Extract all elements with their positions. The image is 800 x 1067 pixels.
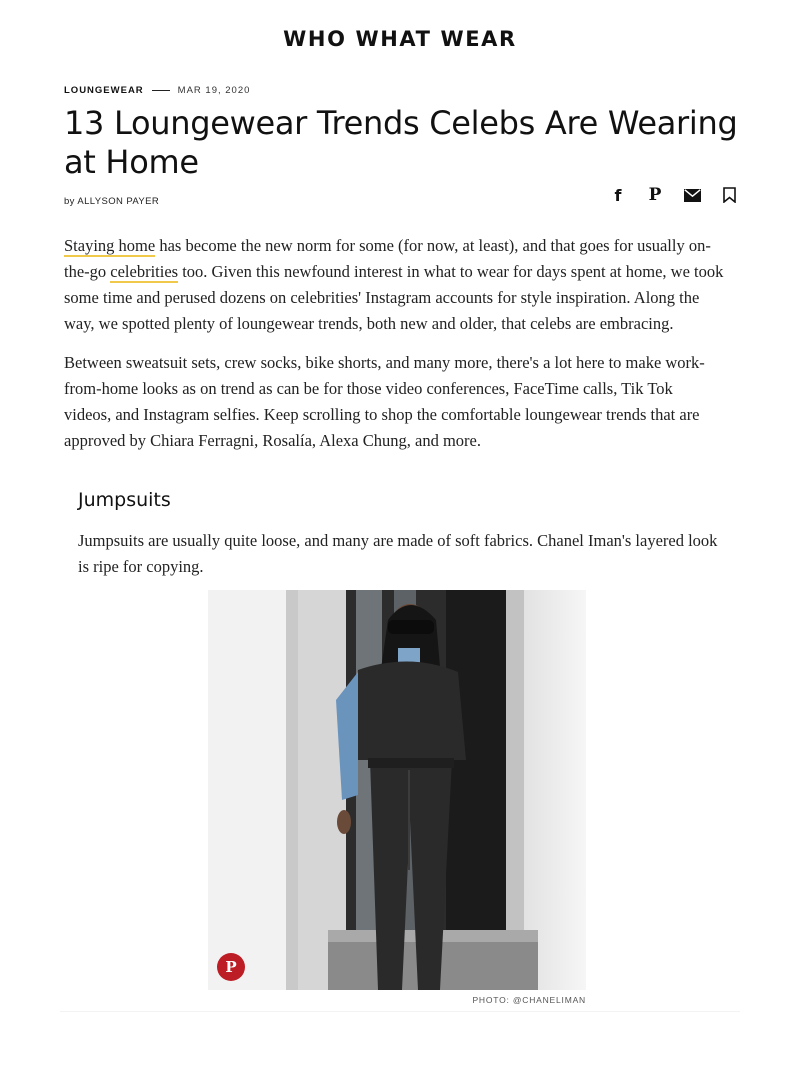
publish-date: MAR 19, 2020 (177, 85, 251, 96)
intro-paragraph (64, 233, 724, 337)
bookmark-icon-svg (723, 187, 736, 203)
section-heading: Jumpsuits (78, 489, 171, 511)
article-meta (64, 85, 250, 96)
byline (64, 196, 159, 207)
photo-illustration (208, 590, 586, 990)
staying-home-link[interactable]: Staying home (64, 236, 156, 255)
site-logo[interactable]: WHO WHAT WEAR (283, 27, 517, 51)
article-title: 13 Loungewear Trends Celebs Are Wearing at Home (64, 104, 738, 181)
meta-divider (152, 90, 170, 91)
bookmark-icon[interactable] (715, 184, 743, 206)
facebook-icon[interactable] (604, 184, 632, 206)
author-link[interactable]: ALLYSON PAYER (77, 196, 160, 207)
category-link[interactable]: LOUNGEWEAR (64, 85, 144, 96)
article-photo (208, 590, 586, 990)
pinterest-icon[interactable] (641, 184, 669, 206)
pin-it-button[interactable] (217, 953, 245, 981)
intro-text-2: too. Given this newfound interest in what to wear for days spent at home, we took some time and perused dozens on celebrities' Instagram accounts for style inspiration. Along the way, we spotted plenty of loungewear trends, both new and older, that celebs are embracing. (64, 262, 724, 333)
share-bar (604, 184, 743, 206)
facebook-glyph: f (614, 185, 622, 205)
pinterest-glyph: P (648, 185, 662, 205)
mail-icon-svg (684, 189, 701, 202)
pinterest-button-glyph: P (225, 958, 237, 976)
second-paragraph: Between sweatsuit sets, crew socks, bike shorts, and many more, there's a lot here to make work-from-home looks as on trend as can be for those video conferences, FaceTime calls, Tik Tok videos, and Instagram selfies. Keep scrolling to shop the comfortable loungewear trends that are approved by Chiara Ferragni, Rosalía, Alexa Chung, and more. (64, 353, 705, 450)
celebrities-link[interactable]: celebrities (110, 262, 179, 281)
section-paragraph: Jumpsuits are usually quite loose, and many are made of soft fabrics. Chanel Iman's layered look is ripe for copying. (78, 531, 718, 576)
photo-credit: PHOTO: @CHANELIMAN (472, 995, 586, 1005)
mail-icon[interactable] (678, 184, 706, 206)
intro-text-1: has become the new norm for some (for now, at least), and that goes for usually on-the-go (64, 236, 711, 281)
content-divider (60, 1011, 740, 1012)
byline-prefix: by (64, 196, 75, 207)
